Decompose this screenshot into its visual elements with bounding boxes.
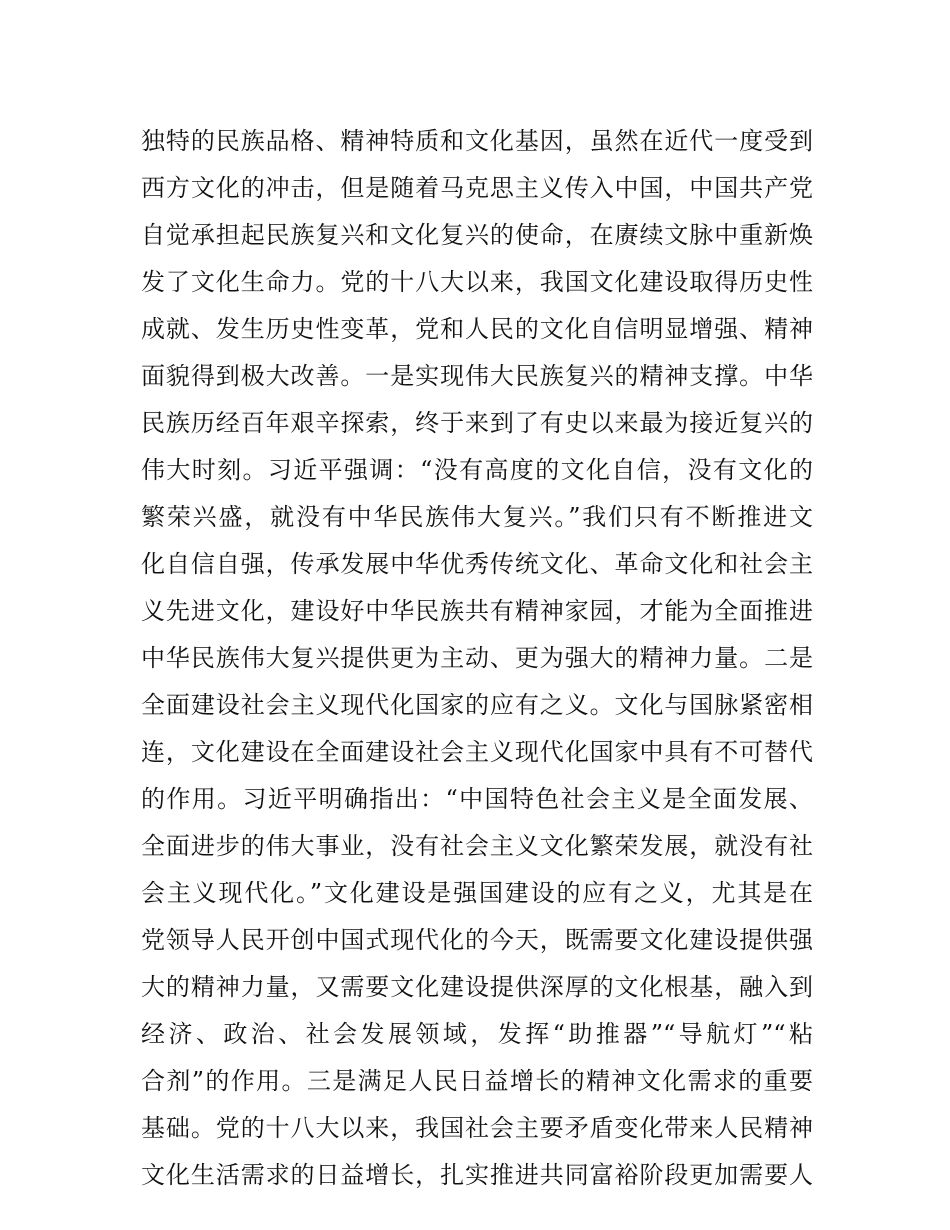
text-line: 独特的民族品格、精神特质和文化基因，虽然在近代一度受到 — [141, 127, 813, 155]
text-line: 伟大时刻。习近平强调：“没有高度的文化自信，没有文化的 — [141, 456, 813, 484]
text-line: 面貌得到极大改善。一是实现伟大民族复兴的精神支撑。中华 — [141, 362, 813, 390]
text-line: 合剂”的作用。三是满足人民日益增长的精神文化需求的重要 — [141, 1067, 813, 1095]
text-line: 连，文化建设在全面建设社会主义现代化国家中具有不可替代 — [141, 738, 813, 766]
text-line: 繁荣兴盛，就没有中华民族伟大复兴。”我们只有不断推进文 — [141, 503, 813, 531]
text-line: 化自信自强，传承发展中华优秀传统文化、革命文化和社会主 — [141, 550, 813, 578]
text-line: 大的精神力量，又需要文化建设提供深厚的文化根基，融入到 — [141, 973, 813, 1001]
text-line: 自觉承担起民族复兴和文化复兴的使命，在赓续文脉中重新焕 — [141, 221, 813, 249]
text-line: 基础。党的十八大以来，我国社会主要矛盾变化带来人民精神 — [141, 1114, 813, 1142]
text-line: 发了文化生命力。党的十八大以来，我国文化建设取得历史性 — [141, 268, 813, 296]
text-line: 会主义现代化。”文化建设是强国建设的应有之义，尤其是在 — [141, 879, 813, 907]
text-line: 西方文化的冲击，但是随着马克思主义传入中国，中国共产党 — [141, 174, 813, 202]
text-line: 义先进文化，建设好中华民族共有精神家园，才能为全面推进 — [141, 597, 813, 625]
text-line: 文化生活需求的日益增长，扎实推进共同富裕阶段更加需要人 — [141, 1161, 813, 1189]
text-line: 党领导人民开创中国式现代化的今天，既需要文化建设提供强 — [141, 926, 813, 954]
text-line: 全面进步的伟大事业，没有社会主义文化繁荣发展，就没有社 — [141, 832, 813, 860]
text-line: 中华民族伟大复兴提供更为主动、更为强大的精神力量。二是 — [141, 644, 813, 672]
body-paragraph — [141, 118, 813, 1199]
text-line: 的作用。习近平明确指出：“中国特色社会主义是全面发展、 — [141, 785, 813, 813]
text-line: 全面建设社会主义现代化国家的应有之义。文化与国脉紧密相 — [141, 691, 813, 719]
text-line: 经济、政治、社会发展领域，发挥“助推器”“导航灯”“粘 — [141, 1020, 813, 1048]
text-line: 民族历经百年艰辛探索，终于来到了有史以来最为接近复兴的 — [141, 409, 813, 437]
text-line: 成就、发生历史性变革，党和人民的文化自信明显增强、精神 — [141, 315, 813, 343]
